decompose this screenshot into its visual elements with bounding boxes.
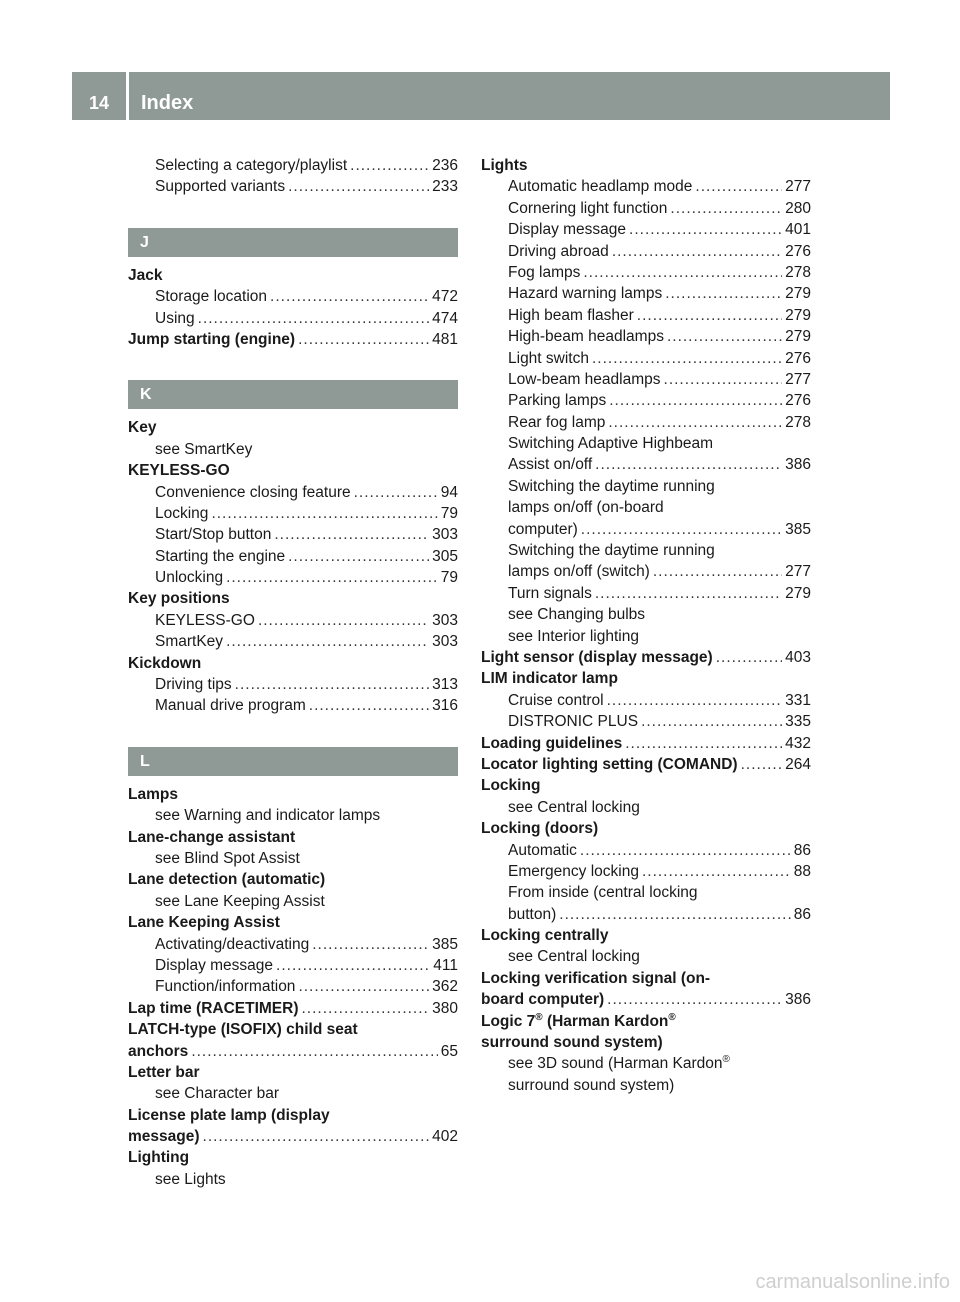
entry-label-line: Switching the daytime running bbox=[508, 477, 715, 495]
leader-dots bbox=[665, 283, 782, 304]
entry-page: 316 bbox=[432, 697, 458, 715]
leader-dots bbox=[350, 155, 429, 176]
index-entry bbox=[128, 631, 458, 652]
entry-label: Locator lighting setting (COMAND) bbox=[481, 755, 738, 773]
registered-mark: ® bbox=[722, 1054, 730, 1066]
leader-dots bbox=[667, 326, 782, 347]
leader-dots bbox=[226, 631, 429, 652]
index-see-ref: see Central locking bbox=[508, 798, 640, 816]
index-entry bbox=[128, 482, 458, 503]
index-entry bbox=[481, 904, 811, 925]
entry-label: Jump starting (engine) bbox=[128, 330, 296, 348]
entry-label: Starting the engine bbox=[155, 547, 286, 565]
index-heading: Lane-change assistant bbox=[128, 828, 296, 846]
index-entry bbox=[128, 567, 458, 588]
entry-page: 305 bbox=[432, 547, 458, 565]
leader-dots bbox=[226, 567, 438, 588]
index-entry bbox=[481, 369, 811, 390]
index-entry bbox=[481, 647, 811, 668]
entry-page: 88 bbox=[793, 862, 811, 880]
entry-label: Driving abroad bbox=[508, 242, 609, 260]
leader-dots bbox=[741, 754, 783, 775]
entry-page: 386 bbox=[785, 991, 811, 1009]
entry-page: 474 bbox=[432, 309, 458, 327]
entry-page: 401 bbox=[785, 221, 811, 239]
entry-label: button) bbox=[508, 905, 557, 923]
entry-label: Start/Stop button bbox=[155, 526, 272, 544]
index-heading: Key bbox=[128, 419, 157, 437]
index-entry bbox=[128, 176, 458, 197]
index-heading: Locking centrally bbox=[481, 927, 609, 945]
index-entry bbox=[481, 711, 811, 732]
entry-label: Manual drive program bbox=[155, 697, 306, 715]
index-entry bbox=[481, 198, 811, 219]
index-heading: Key positions bbox=[128, 590, 230, 608]
leader-dots bbox=[629, 219, 782, 240]
index-entry bbox=[481, 754, 811, 775]
leader-dots bbox=[309, 695, 429, 716]
index-entry bbox=[481, 583, 811, 604]
index-entry bbox=[128, 955, 458, 976]
entry-page: 385 bbox=[432, 935, 458, 953]
leader-dots bbox=[298, 329, 429, 350]
entry-label: Automatic bbox=[508, 841, 577, 859]
entry-label: Turn signals bbox=[508, 584, 592, 602]
entry-page: 385 bbox=[785, 520, 811, 538]
index-see-ref: see Interior lighting bbox=[508, 627, 639, 645]
leader-dots bbox=[354, 482, 438, 503]
header-divider bbox=[126, 72, 129, 120]
entry-page: 313 bbox=[432, 676, 458, 694]
entry-label: Light switch bbox=[508, 349, 589, 367]
index-see-ref bbox=[481, 1053, 811, 1074]
leader-dots bbox=[580, 840, 791, 861]
entry-page: 411 bbox=[433, 956, 458, 974]
entry-page: 86 bbox=[793, 841, 811, 859]
entry-label: Function/information bbox=[155, 978, 296, 996]
leader-dots bbox=[595, 454, 782, 475]
entry-page: 303 bbox=[432, 633, 458, 651]
index-heading: Jack bbox=[128, 266, 163, 284]
entry-label: Loading guidelines bbox=[481, 734, 623, 752]
index-entry bbox=[128, 155, 458, 176]
entry-label: Driving tips bbox=[155, 676, 232, 694]
entry-page: 276 bbox=[785, 392, 811, 410]
entry-label-line: Switching Adaptive Highbeam bbox=[508, 435, 714, 453]
registered-mark: ® bbox=[535, 1011, 543, 1023]
entry-label: Lap time (RACETIMER) bbox=[128, 999, 299, 1017]
entry-label: Parking lamps bbox=[508, 392, 607, 410]
entry-label-line: Switching the daytime running bbox=[508, 542, 715, 560]
entry-page: 303 bbox=[432, 611, 458, 629]
entry-label: Low-beam headlamps bbox=[508, 370, 661, 388]
leader-dots bbox=[270, 286, 429, 307]
index-heading: Locking bbox=[481, 777, 541, 795]
index-see-ref: see Lane Keeping Assist bbox=[155, 892, 325, 910]
entry-page: 380 bbox=[432, 999, 458, 1017]
entry-page: 481 bbox=[432, 330, 458, 348]
leader-dots bbox=[609, 390, 782, 411]
index-heading: Locking (doors) bbox=[481, 820, 599, 838]
index-entry bbox=[128, 308, 458, 329]
entry-page: 362 bbox=[432, 978, 458, 996]
entry-page: 65 bbox=[440, 1042, 458, 1060]
leader-dots bbox=[198, 308, 429, 329]
entry-page: 279 bbox=[785, 285, 811, 303]
index-entry bbox=[481, 176, 811, 197]
index-heading: LATCH-type (ISOFIX) child seat bbox=[128, 1021, 358, 1039]
leader-dots bbox=[559, 904, 790, 925]
entry-label-line: lamps on/off (on-board bbox=[508, 499, 664, 517]
letter-section-l: L bbox=[128, 747, 458, 776]
entry-label: High-beam headlamps bbox=[508, 328, 664, 346]
entry-label: Activating/deactivating bbox=[155, 935, 310, 953]
index-heading bbox=[481, 1011, 811, 1032]
index-entry bbox=[481, 861, 811, 882]
entry-page: 278 bbox=[785, 263, 811, 281]
watermark-text: carmanualsonline.info bbox=[755, 1271, 950, 1293]
entry-label: Unlocking bbox=[155, 569, 224, 587]
entry-label: Selecting a category/playlist bbox=[155, 157, 348, 174]
index-see-ref: see Changing bulbs bbox=[508, 606, 646, 624]
index-heading: Lighting bbox=[128, 1149, 190, 1167]
entry-label: Cruise control bbox=[508, 691, 604, 709]
entry-label: Light sensor (display message) bbox=[481, 648, 713, 666]
entry-page: 279 bbox=[785, 584, 811, 602]
entry-label: DISTRONIC PLUS bbox=[508, 713, 639, 731]
entry-label: Fog lamps bbox=[508, 263, 581, 281]
index-entry bbox=[128, 524, 458, 545]
entry-page: 303 bbox=[432, 526, 458, 544]
index-entry bbox=[481, 348, 811, 369]
entry-label-line: From inside (central locking bbox=[508, 884, 698, 902]
entry-page: 277 bbox=[785, 563, 811, 581]
entry-label: board computer) bbox=[481, 991, 605, 1009]
index-entry bbox=[128, 1041, 458, 1062]
entry-label: Emergency locking bbox=[508, 862, 639, 880]
index-heading: Locking verification signal (on- bbox=[481, 969, 711, 987]
index-see-ref: see Lights bbox=[155, 1170, 226, 1188]
entry-page: 86 bbox=[793, 905, 811, 923]
index-entry bbox=[128, 998, 458, 1019]
entry-label: Automatic headlamp mode bbox=[508, 178, 693, 196]
index-entry bbox=[481, 262, 811, 283]
index-entry bbox=[481, 454, 811, 475]
index-heading: LIM indicator lamp bbox=[481, 670, 618, 688]
letter-section-k: K bbox=[128, 380, 458, 409]
entry-page: 233 bbox=[432, 178, 458, 196]
heading-text: Logic 7 bbox=[481, 1012, 536, 1030]
index-entry bbox=[128, 329, 458, 350]
see-ref-text: see 3D sound (Harman Kardon bbox=[508, 1055, 723, 1073]
index-column-right bbox=[481, 155, 811, 1096]
leader-dots bbox=[612, 241, 782, 262]
entry-page: 79 bbox=[440, 569, 458, 587]
leader-dots bbox=[581, 519, 782, 540]
leader-dots bbox=[670, 198, 782, 219]
entry-label: lamps on/off (switch) bbox=[508, 563, 650, 581]
index-entry bbox=[481, 690, 811, 711]
leader-dots bbox=[312, 934, 429, 955]
index-heading: Lamps bbox=[128, 785, 178, 803]
index-heading: Kickdown bbox=[128, 654, 202, 672]
entry-page: 280 bbox=[785, 199, 811, 217]
index-heading: KEYLESS-GO bbox=[128, 462, 230, 480]
index-entry bbox=[128, 695, 458, 716]
letter-section-j: J bbox=[128, 228, 458, 257]
entry-label: Storage location bbox=[155, 288, 268, 306]
entry-label: Locking bbox=[155, 504, 209, 522]
index-entry bbox=[481, 519, 811, 540]
index-entry bbox=[128, 286, 458, 307]
entry-page: 432 bbox=[785, 734, 811, 752]
page-header bbox=[72, 72, 890, 120]
leader-dots bbox=[211, 503, 437, 524]
entry-page: 276 bbox=[785, 349, 811, 367]
index-entry bbox=[481, 241, 811, 262]
index-heading: Lane Keeping Assist bbox=[128, 914, 280, 932]
index-see-ref: see Blind Spot Assist bbox=[155, 849, 300, 867]
entry-label: Assist on/off bbox=[508, 456, 593, 474]
index-column-left bbox=[128, 155, 458, 1190]
entry-label: High beam flasher bbox=[508, 306, 634, 324]
leader-dots bbox=[641, 711, 782, 732]
index-see-ref: see SmartKey bbox=[155, 440, 253, 458]
heading-text: (Harman Kardon bbox=[542, 1012, 669, 1030]
leader-dots bbox=[607, 989, 782, 1010]
leader-dots bbox=[592, 348, 782, 369]
index-see-ref: surround sound system) bbox=[508, 1076, 675, 1094]
entry-page: 335 bbox=[785, 713, 811, 731]
leader-dots bbox=[716, 647, 782, 668]
index-entry bbox=[128, 1126, 458, 1147]
page-number: 14 bbox=[88, 93, 110, 113]
entry-label: Display message bbox=[508, 221, 627, 239]
entry-label: computer) bbox=[508, 520, 578, 538]
index-entry bbox=[481, 733, 811, 754]
entry-page: 472 bbox=[432, 288, 458, 306]
index-entry bbox=[128, 674, 458, 695]
entry-page: 279 bbox=[785, 328, 811, 346]
index-entry bbox=[128, 610, 458, 631]
leader-dots bbox=[637, 305, 782, 326]
entry-label: Using bbox=[155, 309, 195, 327]
entry-page: 386 bbox=[785, 456, 811, 474]
entry-label: Display message bbox=[155, 956, 274, 974]
index-entry bbox=[481, 412, 811, 433]
leader-dots bbox=[288, 546, 429, 567]
leader-dots bbox=[276, 955, 430, 976]
index-see-ref: see Character bar bbox=[155, 1085, 280, 1103]
index-heading: Lane detection (automatic) bbox=[128, 871, 326, 889]
index-entry bbox=[481, 283, 811, 304]
entry-page: 331 bbox=[785, 691, 811, 709]
registered-mark: ® bbox=[668, 1011, 676, 1023]
leader-dots bbox=[298, 976, 429, 997]
index-entry bbox=[481, 840, 811, 861]
index-entry bbox=[481, 390, 811, 411]
leader-dots bbox=[258, 610, 429, 631]
leader-dots bbox=[191, 1041, 437, 1062]
entry-page: 264 bbox=[785, 755, 811, 773]
leader-dots bbox=[625, 733, 782, 754]
entry-label: anchors bbox=[128, 1042, 189, 1060]
leader-dots bbox=[595, 583, 782, 604]
entry-page: 79 bbox=[440, 504, 458, 522]
index-heading: surround sound system) bbox=[481, 1034, 663, 1052]
leader-dots bbox=[642, 861, 791, 882]
index-heading: License plate lamp (display bbox=[128, 1106, 330, 1124]
leader-dots bbox=[288, 176, 429, 197]
leader-dots bbox=[653, 561, 782, 582]
entry-page: 236 bbox=[432, 157, 458, 174]
leader-dots bbox=[608, 412, 782, 433]
index-entry bbox=[481, 989, 811, 1010]
entry-page: 277 bbox=[785, 370, 811, 388]
entry-page: 276 bbox=[785, 242, 811, 260]
leader-dots bbox=[607, 690, 783, 711]
index-entry bbox=[481, 305, 811, 326]
index-entry bbox=[128, 934, 458, 955]
entry-page: 403 bbox=[785, 648, 811, 666]
index-entry bbox=[128, 503, 458, 524]
entry-page: 279 bbox=[785, 306, 811, 324]
entry-label: SmartKey bbox=[155, 633, 224, 651]
entry-page: 277 bbox=[785, 178, 811, 196]
leader-dots bbox=[274, 524, 429, 545]
index-see-ref: see Warning and indicator lamps bbox=[155, 807, 381, 825]
entry-page: 94 bbox=[440, 483, 458, 501]
leader-dots bbox=[302, 998, 430, 1019]
entry-label: Hazard warning lamps bbox=[508, 285, 663, 303]
index-entry bbox=[481, 561, 811, 582]
entry-label: KEYLESS-GO bbox=[155, 611, 255, 629]
index-entry bbox=[481, 326, 811, 347]
leader-dots bbox=[695, 176, 782, 197]
index-entry bbox=[481, 219, 811, 240]
index-see-ref: see Central locking bbox=[508, 948, 640, 966]
entry-label: Cornering light function bbox=[508, 199, 668, 217]
index-entry bbox=[128, 546, 458, 567]
index-heading: Letter bar bbox=[128, 1063, 200, 1081]
entry-page: 402 bbox=[432, 1128, 458, 1146]
entry-page: 278 bbox=[785, 413, 811, 431]
index-heading: Lights bbox=[481, 157, 528, 174]
leader-dots bbox=[583, 262, 782, 283]
leader-dots bbox=[664, 369, 783, 390]
entry-label: Supported variants bbox=[155, 178, 286, 196]
entry-label: Rear fog lamp bbox=[508, 413, 606, 431]
page-title: Index bbox=[141, 92, 194, 114]
entry-label: Convenience closing feature bbox=[155, 483, 351, 501]
entry-label: message) bbox=[128, 1128, 200, 1146]
leader-dots bbox=[203, 1126, 430, 1147]
index-entry bbox=[128, 976, 458, 997]
leader-dots bbox=[235, 674, 429, 695]
